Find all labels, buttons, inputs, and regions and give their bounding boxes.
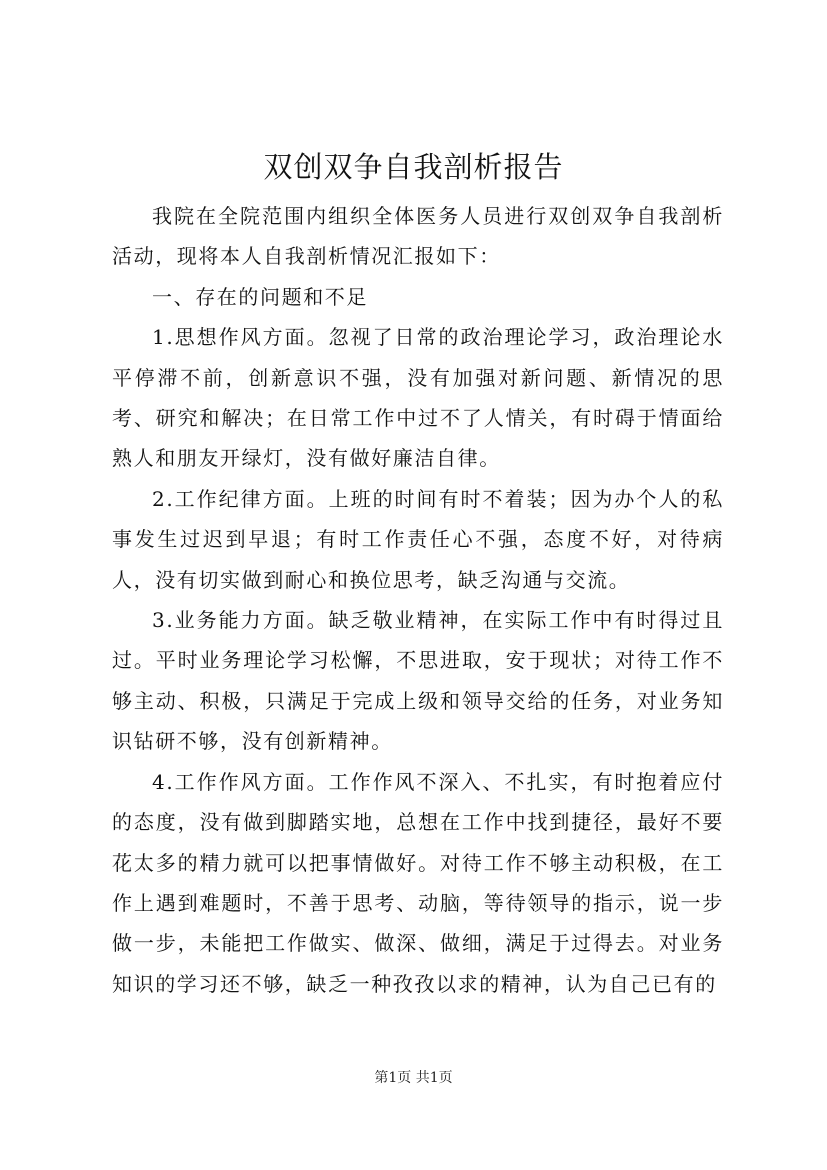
page-footer: 第1页 共1页 [374,1070,453,1086]
paragraph-item-3: 3.业务能力方面。缺乏敬业精神，在实际工作中有时得过且过。平时业务理论学习松懈，不思进取，安于现状；对待工作不够主动、积极，只满足于完成上级和领导交给的任务，对业务知识钻研不够，没有创新精神。 [112,608,724,754]
paragraph-item-2: 2.工作纪律方面。上班的时间有时不着装；因为办个人的私事发生过迟到早退；有时工作责任心不强，态度不好，对待病人，没有切实做到耐心和换位思考，缺乏沟通与交流。 [112,486,724,592]
document-title: 双创双争自我剖析报告 [263,150,564,184]
paragraph-item-1: 1.思想作风方面。忽视了日常的政治理论学习，政治理论水平停滞不前，创新意识不强，没有加强对新问题、新情况的思考、研究和解决；在日常工作中过不了人情关，有时碍于情面给熟人和朋友开绿灯，没有做好廉洁自律。 [112,325,724,471]
document-body [112,196,724,1004]
section-heading: 一、存在的问题和不足 [152,284,368,309]
paragraph-intro: 我院在全院范围内组织全体医务人员进行双创双争自我剖析活动，现将本人自我剖析情况汇报如下： [112,204,724,269]
paragraph-item-4: 4.工作作风方面。工作作风不深入、不扎实，有时抱着应付的态度，没有做到脚踏实地，总想在工作中找到捷径，最好不要花太多的精力就可以把事情做好。对待工作不够主动积极，在工作上遇到难题时，不善于思考、动脑，等待领导的指示，说一步做一步，未能把工作做实、做深、做细，满足于过得去。对业务知识的学习还不够，缺乏一种孜孜以求的精神，认为自己已有的 [112,769,724,996]
